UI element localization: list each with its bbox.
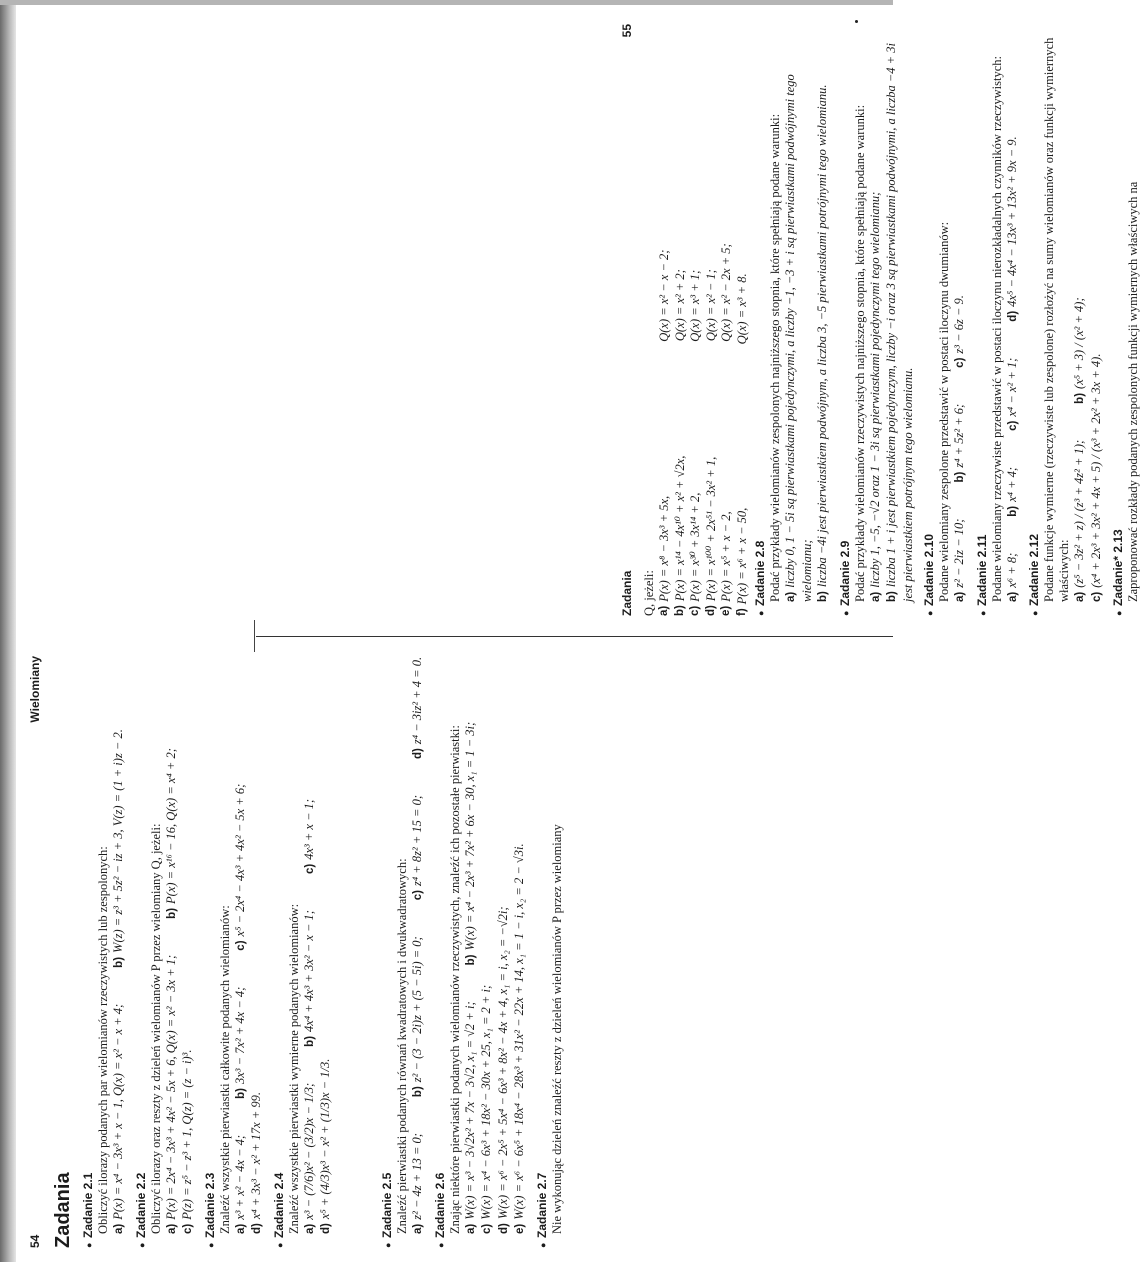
exercise-item bbox=[180, 1049, 197, 1248]
exercise-item bbox=[111, 729, 128, 982]
item-formula: P(x) = x⁸ − 3x³ + 5x, bbox=[657, 495, 671, 602]
item-formula: liczby 1, −5, −√2 oraz 1 − 3i są pierwiastkami pojedynczymi tego wielomianu; bbox=[867, 191, 882, 588]
continuation-text: Q, jeżeli: bbox=[642, 570, 656, 616]
exercise-item bbox=[318, 1059, 335, 1248]
item-formula: z⁴ + 5z² + 6; bbox=[952, 403, 966, 468]
item-label: d) bbox=[704, 605, 717, 616]
exercise-item bbox=[302, 910, 319, 1061]
item-label: a) bbox=[869, 591, 882, 602]
item-formula: liczba −4i jest pierwiastkiem podwójnym, a liczba 3, −5 pierwiastkami potrójnymi tego wielomianu. bbox=[815, 84, 829, 588]
exercise-item bbox=[952, 404, 969, 497]
exercise bbox=[1111, 24, 1141, 616]
exercise-header bbox=[433, 656, 447, 1248]
scan-top-edge bbox=[0, 0, 893, 5]
item-formula: P(x) = x¹⁰⁰ + 2x⁵¹ − 3x² + 1, bbox=[703, 456, 718, 602]
item-formula: x⁵ + (4/3)x³ − x² + (1/3)x − 1/3. bbox=[318, 1058, 332, 1220]
item-label: d) bbox=[412, 748, 424, 759]
exercise-item bbox=[719, 24, 735, 616]
exercise-item bbox=[410, 1133, 427, 1248]
exercise-item bbox=[249, 1092, 266, 1248]
item-label: b) bbox=[1006, 505, 1019, 517]
item-formula: P(x) = x¹⁶ − 16, Q(x) = x⁴ + 2; bbox=[163, 748, 178, 904]
item-formula: W(x) = x³ − 3√2x² + 7x − 3√2, x₁ = √2 + i; bbox=[462, 1001, 477, 1220]
item-label: c) bbox=[689, 605, 701, 616]
exercise-items bbox=[111, 656, 128, 1248]
item-formula: z² − 4z + 13 = 0; bbox=[410, 1133, 424, 1220]
item-formula: P(x) = 2x⁴ − 3x³ + 4x² − 5x + 6, Q(x) = x² − 3x + 1; bbox=[163, 954, 178, 1220]
item-formula: x⁵ − 2x⁴ − 4x³ + 4x² − 5x + 6; bbox=[232, 783, 247, 937]
exercise-number: Zadanie 2.4 bbox=[271, 1172, 286, 1238]
exercise-header bbox=[922, 24, 936, 616]
item-label: b) bbox=[1074, 392, 1086, 404]
bullet-icon: ● bbox=[977, 610, 988, 616]
item-divisor: Q(x) = x² − 2x + 5; bbox=[719, 243, 733, 342]
exercise-list bbox=[81, 656, 335, 1248]
item-label: a) bbox=[303, 1223, 316, 1234]
exercise-item bbox=[1072, 440, 1089, 616]
exercise-list bbox=[753, 24, 1141, 616]
left-page-upper bbox=[20, 642, 360, 1262]
item-label: a) bbox=[658, 605, 670, 616]
item-label: a) bbox=[113, 1223, 125, 1234]
scan-shadow-edge bbox=[0, 0, 16, 1262]
bullet-icon: ● bbox=[136, 1242, 147, 1248]
item-label: b) bbox=[165, 907, 178, 919]
exercise-items bbox=[233, 656, 266, 1248]
item-label: a) bbox=[954, 591, 966, 602]
exercise-item bbox=[1072, 297, 1089, 417]
exercise-item bbox=[302, 799, 319, 888]
exercise-number: Zadanie 2.6 bbox=[432, 1172, 447, 1238]
bullet-icon: ● bbox=[756, 610, 766, 616]
right-running-header: Zadania bbox=[620, 570, 634, 616]
exercise bbox=[203, 656, 266, 1248]
item-label: b) bbox=[673, 605, 686, 616]
exercise-instruction: Zaproponować rozkłady podanych zespolonych funkcji wymiernych właściwych na bbox=[1126, 181, 1140, 602]
item-formula: (x⁴ + 2x³ + 3x² + 4x + 5) / (x³ + 2x² + 3x + 4). bbox=[1088, 353, 1103, 588]
exercise-number: Zadanie 2.12 bbox=[1027, 533, 1041, 606]
bullet-icon: ● bbox=[1030, 610, 1040, 616]
item-formula: (x⁵ + 3) / (x² + 4); bbox=[1072, 297, 1086, 389]
left-page-header bbox=[20, 656, 50, 1248]
exercise-instruction: Znaleźć pierwiastki podanych równań kwadratowych i dwukwadratowych: bbox=[395, 858, 409, 1234]
item-formula: 4x⁵ − 4x⁴ − 13x³ + 13x² + 9x − 9. bbox=[1004, 136, 1019, 307]
exercise-item bbox=[463, 1001, 480, 1248]
exercise-header bbox=[380, 656, 394, 1248]
bullet-icon: ● bbox=[84, 1242, 94, 1248]
exercise-header bbox=[81, 656, 95, 1248]
item-formula: z² − 2iz − 10; bbox=[952, 518, 966, 588]
exercise bbox=[753, 24, 832, 616]
item-formula: z⁴ − 3iz² + 4 = 0. bbox=[410, 656, 424, 745]
item-label: c) bbox=[303, 863, 316, 875]
exercise-list bbox=[380, 656, 565, 1248]
exercise-item bbox=[496, 906, 513, 1248]
left-running-header: Wielomiany bbox=[28, 656, 42, 723]
item-formula: x⁴ − x² + 1; bbox=[1004, 357, 1019, 417]
item-formula: P(x) = x⁴ − 3x³ + x − 1, Q(x) = x² − x + 4; bbox=[111, 1003, 125, 1220]
exercise-items bbox=[463, 656, 529, 1248]
bullet-icon: ● bbox=[205, 1242, 216, 1248]
exercise-item bbox=[1005, 467, 1022, 531]
exercise-item bbox=[302, 1083, 319, 1248]
item-divisor: Q(x) = x³ + 8. bbox=[734, 273, 749, 345]
exercise-header bbox=[203, 656, 217, 1248]
exercise-item bbox=[735, 24, 751, 616]
exercise-number: Zadanie 2.8 bbox=[753, 540, 767, 606]
item-label: b) bbox=[412, 1086, 424, 1098]
item-formula: P(x) = x³⁰ + 3x¹⁴ + 2, bbox=[688, 492, 702, 602]
exercise-header bbox=[753, 24, 767, 616]
item-label: b) bbox=[234, 1088, 247, 1099]
item-formula: 3x³ − 7x² + 4x − 4; bbox=[232, 986, 247, 1085]
exercise-item bbox=[952, 519, 969, 616]
exercise-item bbox=[673, 24, 689, 616]
item-formula: P(x) = x⁵ + x − 2, bbox=[719, 511, 733, 602]
exercise-header bbox=[838, 24, 852, 616]
right-page-number: 55 bbox=[620, 24, 634, 38]
exercise-instruction: Obliczyć ilorazy oraz reszty z dzieleń wielomianów P przez wielomiany Q, jeżeli: bbox=[148, 823, 163, 1234]
exercise bbox=[535, 656, 565, 1248]
exercise-number: Zadanie 2.2 bbox=[133, 1172, 148, 1238]
right-page-header bbox=[612, 24, 642, 616]
exercise-header bbox=[272, 656, 286, 1248]
exercise bbox=[81, 656, 128, 1248]
exercise-items bbox=[410, 656, 427, 1248]
exercise-header bbox=[1111, 24, 1125, 616]
item-label: a) bbox=[1074, 591, 1086, 602]
exercise-instruction: Znaleźć wszystkie pierwiastki wymierne podanych wielomianów: bbox=[286, 903, 301, 1234]
item-label: b) bbox=[886, 591, 898, 602]
exercise-number: Zadanie 2.7 bbox=[534, 1172, 549, 1238]
item-formula: z² − (3 − 2i)z + (5 − 5i) = 0; bbox=[410, 936, 424, 1083]
exercise bbox=[272, 656, 335, 1248]
item-formula: x⁶ + 8; bbox=[1004, 552, 1019, 588]
item-formula: x⁴ + 4; bbox=[1004, 466, 1019, 502]
item-label: a) bbox=[412, 1223, 424, 1234]
item-formula: liczba 1 + i jest pierwiastkiem pojedynczym, liczby −i oraz 3 są pierwiastkami podwójnymi, a liczba −4 + 3i jest pierwiastkiem potrójnym tego wielomianu. bbox=[884, 43, 915, 602]
item-formula: P(x) = x¹⁴ − 4x¹⁰ + x² + √2x, bbox=[672, 455, 687, 602]
item-label: b) bbox=[954, 471, 966, 483]
exercise-header bbox=[535, 656, 549, 1248]
bullet-icon: ● bbox=[925, 610, 935, 616]
bullet-icon: ● bbox=[383, 1242, 393, 1248]
exercise-item bbox=[884, 24, 916, 616]
item-formula: z⁴ + 8z² + 15 = 0; bbox=[410, 795, 424, 887]
left-page-title: Zadania bbox=[52, 1172, 74, 1248]
exercise-item bbox=[1089, 354, 1106, 616]
exercise-items bbox=[952, 24, 969, 616]
exercise bbox=[380, 656, 427, 1248]
item-label: b) bbox=[303, 1035, 316, 1047]
left-page-number: 54 bbox=[28, 1234, 42, 1248]
left-page-lower bbox=[375, 642, 705, 1262]
exercise bbox=[922, 24, 969, 616]
exercise-instruction: Obliczyć ilorazy podanych par wielomianów rzeczywistych lub zespolonych: bbox=[96, 846, 110, 1234]
exercise-number: Zadanie 2.11 bbox=[974, 534, 989, 606]
bullet-icon: ● bbox=[537, 1242, 548, 1248]
exercise-header bbox=[975, 24, 989, 616]
item-label: d) bbox=[1006, 310, 1019, 322]
item-formula: x³ − (7/6)x² − (3/2)x − 1/3; bbox=[301, 1082, 316, 1220]
exercise-item bbox=[111, 1004, 128, 1248]
exercise-item bbox=[233, 784, 250, 965]
item-label: e) bbox=[720, 605, 732, 616]
item-label: a) bbox=[165, 1223, 178, 1234]
exercise-number: Zadanie 2.10 bbox=[922, 533, 936, 606]
exercise bbox=[838, 24, 917, 616]
item-formula: W(z) = z³ + 5z² − iz + 3, V(z) = (1 + i)z − 2. bbox=[111, 729, 125, 953]
exercise-2-7-items bbox=[657, 24, 750, 616]
exercise-item bbox=[233, 1135, 250, 1248]
item-formula: z³ − 6z − 9. bbox=[952, 295, 966, 354]
item-label: f) bbox=[735, 608, 748, 616]
exercise-item bbox=[657, 24, 673, 616]
exercise-item bbox=[463, 722, 480, 980]
exercise-item bbox=[868, 192, 885, 616]
item-formula: liczby 0, 1 − 5i są pierwiastkami pojedynczymi, a liczby −1, −3 + i są pierwiastkami podwójnymi tego wielomianu; bbox=[783, 74, 814, 602]
exercise bbox=[975, 24, 1022, 616]
exercise-items bbox=[164, 656, 197, 1248]
exercise-item bbox=[512, 843, 529, 1248]
item-divisor: Q(x) = x² − 1; bbox=[703, 269, 718, 342]
item-formula: W(x) = x⁶ − 2x⁵ + 5x⁴ − 6x³ + 8x² − 4x + 4, x₁ = i, x₂ = −√2i; bbox=[495, 906, 510, 1220]
exercise-instruction: Znaleźć wszystkie pierwiastki całkowite podanych wielomianów: bbox=[217, 905, 232, 1234]
item-label: b) bbox=[113, 956, 125, 968]
exercise-item bbox=[1005, 553, 1022, 616]
exercise-instruction: Podać przykłady wielomianów rzeczywistych najniższego stopnia, które spełniają podane warunki: bbox=[852, 104, 867, 602]
exercise-instruction: Podane wielomiany rzeczywiste przedstawić w postaci iloczynu nierozkładalnych czynników rzeczywistych: bbox=[989, 56, 1004, 602]
exercise bbox=[134, 656, 197, 1248]
item-formula: P(z) = z⁵ − z³ + 1, Q(z) = (z − i)³. bbox=[180, 1049, 194, 1220]
item-formula: (z⁵ − 3z² + z) / (z³ + 4z² + 1); bbox=[1072, 439, 1086, 588]
exercise-items bbox=[868, 24, 917, 616]
item-label: a) bbox=[785, 591, 797, 602]
item-divisor: Q(x) = x² + 2; bbox=[672, 269, 687, 342]
exercise-instruction: Znając niektóre pierwiastki podanych wielomianów rzeczywistych, znaleźć ich pozostałe pierwiastki: bbox=[447, 725, 462, 1234]
item-formula: x⁴ + 3x³ − x² + 17x + 99. bbox=[249, 1091, 263, 1220]
item-label: c) bbox=[234, 940, 247, 951]
exercise-item bbox=[164, 748, 181, 933]
exercise-header bbox=[134, 656, 148, 1248]
exercise-instruction: Podane wielomiany zespolone przedstawić w postaci iloczynu dwumianów: bbox=[937, 221, 951, 602]
item-label: b) bbox=[464, 954, 477, 966]
item-divisor: Q(x) = x³ + 1; bbox=[688, 269, 702, 342]
exercise-number: Zadanie 2.1 bbox=[81, 1172, 95, 1238]
exercise-item bbox=[952, 295, 969, 382]
bullet-icon: ● bbox=[435, 1242, 446, 1248]
item-divisor: Q(x) = x² − x − 2; bbox=[657, 249, 671, 342]
exercise-item bbox=[783, 24, 815, 616]
bullet-icon: ● bbox=[840, 610, 851, 616]
exercise-items bbox=[783, 24, 832, 616]
exercise-item bbox=[704, 24, 720, 616]
exercise-item bbox=[815, 85, 832, 616]
exercise-item bbox=[479, 985, 496, 1248]
page-fold-line bbox=[256, 636, 893, 637]
exercise-item bbox=[688, 24, 704, 616]
exercise bbox=[1027, 24, 1105, 616]
right-page bbox=[612, 10, 1140, 630]
exercise-item bbox=[164, 955, 181, 1248]
exercise-items bbox=[302, 656, 335, 1248]
item-formula: x³ + x² − 4x − 4; bbox=[232, 1134, 247, 1220]
item-label: e) bbox=[514, 1223, 526, 1234]
item-label: d) bbox=[251, 1223, 263, 1234]
exercise-number: Zadanie 2.5 bbox=[380, 1172, 394, 1238]
item-label: c) bbox=[954, 357, 966, 368]
item-formula: 4x⁴ + 4x³ + 3x² − x − 1; bbox=[301, 910, 316, 1032]
item-formula: 4x³ + x − 1; bbox=[301, 798, 316, 860]
item-label: c) bbox=[481, 1223, 493, 1234]
item-label: a) bbox=[464, 1223, 477, 1234]
exercise-item bbox=[410, 936, 427, 1111]
exercise-items bbox=[1005, 24, 1022, 616]
item-formula: W(x) = x⁶ − 6x⁵ + 18x⁴ − 28x³ + 31x² − 22x + 14, x₁ = 1 − i, x₂ = 2 − √3i. bbox=[512, 843, 526, 1220]
item-label: c) bbox=[412, 890, 424, 901]
bullet-icon: ● bbox=[274, 1242, 285, 1248]
exercise-items bbox=[1072, 24, 1105, 616]
exercise-number: Zadanie 2.9 bbox=[837, 540, 852, 606]
exercise bbox=[433, 656, 529, 1248]
item-label: c) bbox=[1006, 420, 1019, 431]
item-label: a) bbox=[1006, 591, 1019, 602]
exercise-instruction: Podać przykłady wielomianów zespolonych najniższego stopnia, które spełniają podane warunki: bbox=[768, 113, 782, 602]
item-label: d) bbox=[497, 1223, 510, 1234]
exercise-item bbox=[1005, 358, 1022, 445]
item-formula: P(x) = x⁶ + x − 50, bbox=[734, 507, 749, 605]
item-formula: W(x) = x⁴ − 2x³ + 7x² + 6x − 30, x₁ = 1 − 3i; bbox=[462, 721, 477, 951]
item-label: a) bbox=[234, 1223, 247, 1234]
bullet-icon: ● bbox=[1114, 610, 1124, 616]
exercise-item bbox=[233, 987, 250, 1113]
item-label: c) bbox=[182, 1223, 194, 1234]
exercise-item bbox=[1005, 136, 1022, 335]
exercise-header bbox=[1027, 24, 1041, 616]
exercise-instruction: Podane funkcje wymierne (rzeczywiste lub zespolone) rozłożyć na sumy wielomianów oraz funkcji wymiernych właściwych: bbox=[1042, 37, 1071, 602]
item-label: c) bbox=[1090, 591, 1103, 602]
exercise-item bbox=[410, 657, 427, 773]
item-label: d) bbox=[320, 1223, 332, 1234]
exercise-number: Zadanie 2.3 bbox=[202, 1172, 217, 1238]
exercise-instruction: Nie wykonując dzieleń znaleźć reszty z dzieleń wielomianów P przez wielomiany bbox=[549, 824, 564, 1234]
exercise-number: Zadanie* 2.13 bbox=[1111, 529, 1125, 606]
exercise-item bbox=[410, 795, 427, 914]
item-label: b) bbox=[817, 591, 829, 602]
item-formula: W(x) = x⁴ − 6x³ + 18x² − 30x + 25, x₁ = 2 + i; bbox=[479, 984, 493, 1220]
